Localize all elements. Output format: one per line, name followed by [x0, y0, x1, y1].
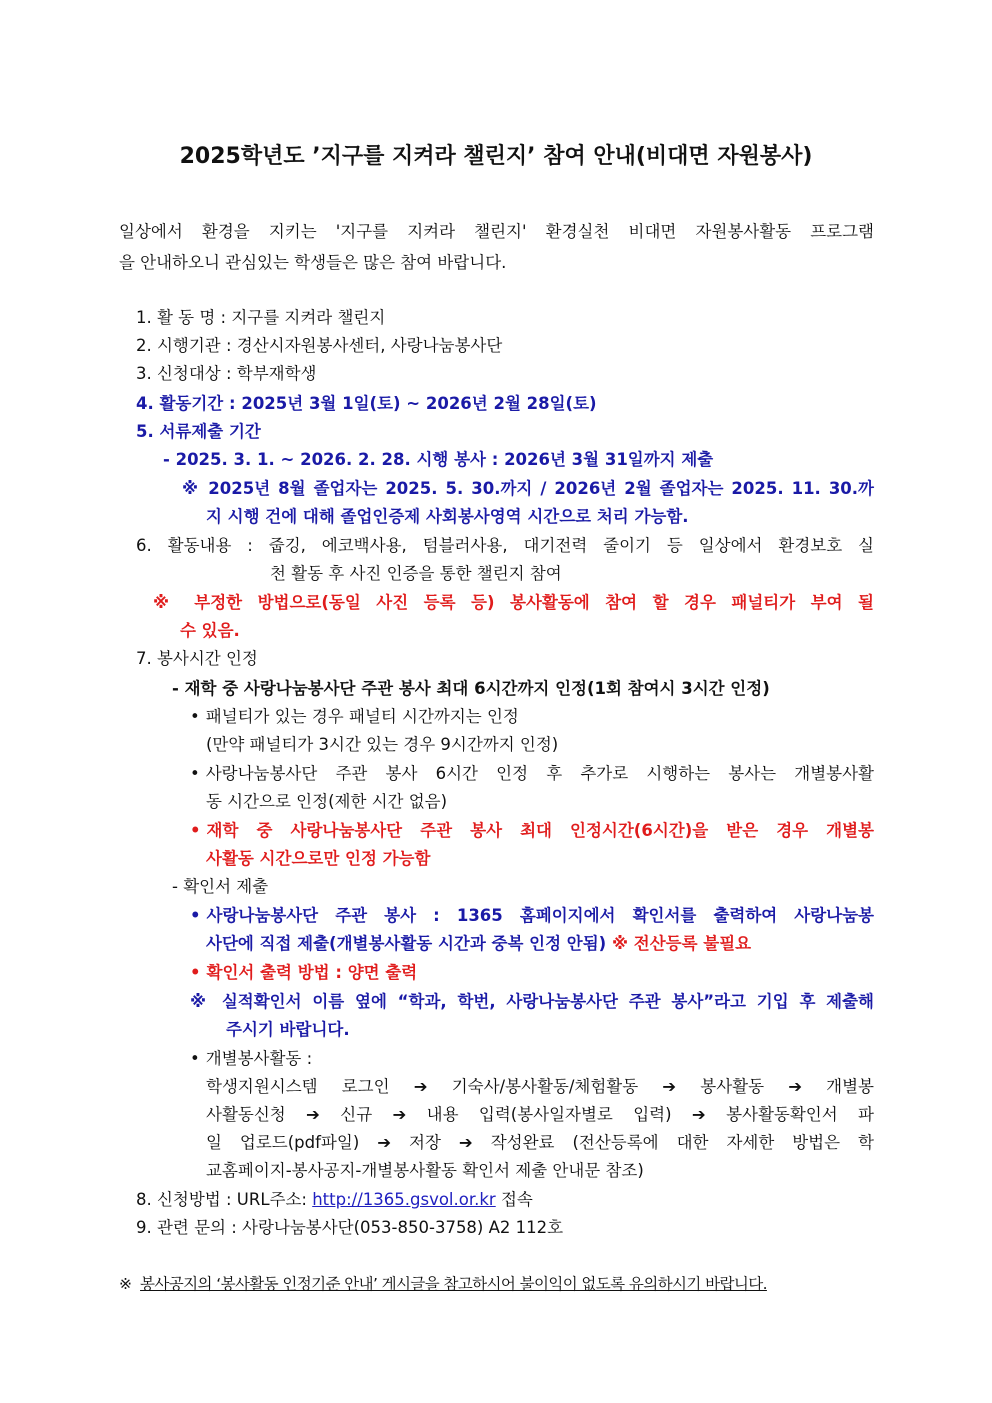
item-contact: 9. 관련 문의 : 사랑나눔봉사단(053-850-3758) A2 112호: [136, 1218, 564, 1237]
certificate-line-2: 사단에 직접 제출(개별봉사활동 시간과 중복 인정 안됨) ※ 전산등록 불필요: [206, 934, 752, 953]
print-method-bullet: • 확인서 출력 방법 : 양면 출력: [190, 959, 417, 987]
item-target: 3. 신청대상 : 학부재학생: [136, 364, 317, 383]
penalty-example: (만약 패널티가 3시간 있는 경우 9시간까지 인정): [206, 735, 559, 754]
individual-activity-bullet: • 개별봉사활동 :: [190, 1045, 312, 1073]
penalty-bullet: • 패널티가 있는 경우 패널티 시간까지는 인정: [190, 703, 519, 731]
extra-hours-line-2: 동 시간으로 인정(제한 시간 없음): [206, 792, 448, 811]
bullet-icon: •: [190, 963, 201, 982]
footer-notice: ※ 봉사공지의 ‘봉사활동 인정기준 안내’ 게시글을 참고하시어 불이익이 없도록 유의하시기 바랍니다.: [119, 1275, 767, 1293]
graduate-note-line-1: ※ 2025년 8월 졸업자는 2025. 5. 30.까지 / 2026년 2월 졸업자는 2025. 11. 30.까: [182, 479, 874, 498]
item-organizer: 2. 시행기관 : 경산시자원봉사센터, 사랑나눔봉사단: [136, 336, 503, 355]
extra-hours-bullet: • 사랑나눔봉사단 주관 봉사 6시간 인정 후 추가로 시행하는 봉사는 개별봉사활: [190, 760, 874, 788]
item-content-line-1: 6. 활동내용 : 줍깅, 에코백사용, 텀블러사용, 대기전력 줄이기 등 일상에서 환경보호 실: [136, 536, 874, 555]
item-activity-name: 1. 활 동 명 : 지구를 지켜라 챌린지: [136, 308, 386, 327]
max-hours-rule: - 재학 중 사랑나눔봉사단 주관 봉사 최대 6시간까지 인정(1회 참여시 3시간 인정): [172, 679, 770, 698]
max-hours-bullet: • 재학 중 사랑나눔봉사단 주관 봉사 최대 인정시간(6시간)을 받은 경우 개별봉: [190, 817, 874, 845]
procedure-line-4: 교홈페이지-봉사공지-개별봉사활동 확인서 제출 안내문 참조): [206, 1161, 644, 1180]
max-hours-line-2: 사활동 시간으로만 인정 가능함: [206, 849, 431, 868]
bullet-icon: •: [190, 707, 200, 726]
bullet-icon: •: [190, 764, 200, 783]
submission-deadline: - 2025. 3. 1. ~ 2026. 2. 28. 시행 봉사 : 2026년 3월 31일까지 제출: [163, 450, 714, 469]
graduate-note-line-2: 지 시행 건에 대해 졸업인증제 사회봉사영역 시간으로 처리 가능함.: [206, 507, 689, 526]
application-url-link[interactable]: http://1365.gsvol.or.kr: [312, 1190, 496, 1209]
intro-line-2: 을 안내하오니 관심있는 학생들은 많은 참여 바랍니다.: [119, 253, 507, 272]
item-content-line-2: 천 활동 후 사진 인증을 통한 챌린지 참여: [270, 564, 562, 583]
certificate-note-line-1: ※ 실적확인서 이름 옆에 “학과, 학번, 사랑나눔봉사단 주관 봉사”라고 기입 후 제출해: [190, 992, 874, 1011]
procedure-line-1: 학생지원시스템 로그인 ➔ 기숙사/봉사활동/체험활동 ➔ 봉사활동 ➔ 개별봉: [206, 1077, 874, 1096]
penalty-warning-line-1: ※ 부정한 방법으로(동일 사진 등록 등) 봉사활동에 참여 할 경우 패널티가 부여 될: [153, 593, 874, 612]
item-application-method: 8. 신청방법 : URL주소: http://1365.gsvol.or.kr 접속: [136, 1190, 533, 1209]
bullet-icon: •: [190, 1049, 200, 1068]
procedure-line-2: 사활동신청 ➔ 신규 ➔ 내용 입력(봉사일자별로 입력) ➔ 봉사활동확인서 파: [206, 1105, 874, 1124]
item-period: 4. 활동기간 : 2025년 3월 1일(토) ~ 2026년 2월 28일(토): [136, 394, 597, 413]
certificate-submission: - 확인서 제출: [172, 877, 269, 896]
bullet-icon: •: [190, 906, 201, 925]
certificate-bullet: • 사랑나눔봉사단 주관 봉사 : 1365 홈페이지에서 확인서를 출력하여 사랑나눔봉: [190, 902, 874, 930]
bullet-icon: •: [190, 821, 201, 840]
page-title: 2025학년도 ’지구를 지켜라 챌린지’ 참여 안내(비대면 자원봉사): [179, 144, 813, 169]
no-registration-note: ※ 전산등록 불필요: [611, 934, 752, 953]
item-volunteer-hours: 7. 봉사시간 인정: [136, 649, 258, 668]
procedure-line-3: 일 업로드(pdf파일) ➔ 저장 ➔ 작성완료 (전산등록에 대한 자세한 방법은 학: [206, 1133, 874, 1152]
item-submission-period: 5. 서류제출 기간: [136, 422, 261, 441]
penalty-warning-line-2: 수 있음.: [180, 621, 240, 640]
certificate-note-line-2: 주시기 바랍니다.: [226, 1020, 350, 1039]
intro-line-1: 일상에서 환경을 지키는 '지구를 지켜라 챌린지' 환경실천 비대면 자원봉사활동 프로그램: [119, 222, 874, 241]
